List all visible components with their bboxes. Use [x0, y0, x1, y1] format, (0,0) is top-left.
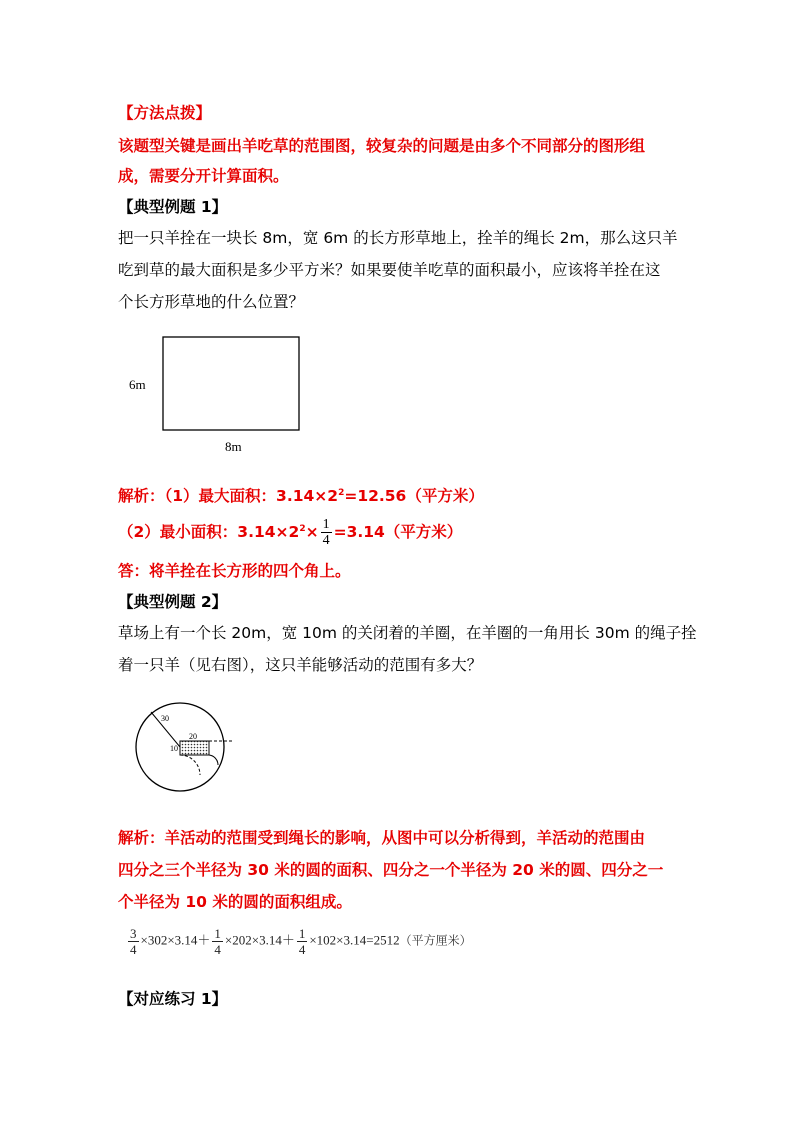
rectangle-diagram — [125, 330, 315, 460]
example1-text-line-1: 把一只羊拴在一块长 8m，宽 6m 的长方形草地上，拴羊的绳长 2m，那么这只羊 — [118, 229, 678, 247]
formula-fraction-2 — [212, 926, 223, 957]
example1-text-line-2: 吃到草的最大面积是多少平方米？如果要使羊吃草的面积最小，应该将羊拴在这 — [118, 261, 661, 279]
formula-part-1: ×302×3.14＋ — [140, 932, 211, 948]
formula-f1-num: 3 — [130, 926, 137, 941]
formula-fraction-3 — [297, 926, 308, 957]
width-label: 6m — [129, 377, 146, 392]
fold-width-label: 10 — [170, 744, 178, 753]
solution-2-times: × — [305, 523, 319, 541]
solution-2-sup: 2 — [299, 523, 306, 534]
fold-length-label: 20 — [189, 732, 197, 741]
method-heading: 【方法点拨】 — [118, 104, 212, 122]
rectangle-figure — [125, 330, 315, 460]
formula-part-3: ×102×3.14=2512 — [309, 932, 400, 948]
method-text-line-1: 该题型关键是画出羊吃草的范围图，较复杂的问题是由多个不同部分的图形组 — [118, 137, 646, 155]
formula-f1-den: 4 — [130, 942, 137, 957]
fraction-numerator: 1 — [322, 517, 330, 532]
example1-answer: 答：将羊拴在长方形的四个角上。 — [118, 562, 351, 580]
solution-2-suffix: =3.14（平方米） — [333, 523, 463, 541]
sheepfold-rect — [180, 741, 209, 755]
radius-label: 30 — [161, 714, 169, 723]
formula-unit: （平方厘米） — [399, 933, 472, 948]
example2-heading: 【典型例题 2】 — [118, 593, 228, 611]
example1-solution-1 — [118, 486, 484, 506]
example2-text-line-1: 草场上有一个长 20m，宽 10m 的关闭着的羊圈，在羊圈的一角用长 30m 的绳子拴 — [118, 624, 697, 642]
quarter-fraction — [321, 517, 332, 548]
formula-part-2: ×202×3.14＋ — [224, 932, 295, 948]
solution-1-prefix: 解析：（1）最大面积：3.14×2 — [118, 487, 339, 505]
formula-f3-num: 1 — [298, 926, 306, 941]
medium-arc — [180, 755, 200, 775]
solution-1-sup: 2 — [338, 487, 345, 498]
example1-solution-2 — [118, 517, 462, 548]
example2-solution-2: 四分之三个半径为 30 米的圆的面积、四分之一个半径为 20 米的圆、四分之一 — [118, 861, 664, 879]
area-formula — [126, 926, 472, 957]
formula-f2-num: 1 — [214, 926, 221, 941]
practice-heading: 【对应练习 1】 — [118, 990, 228, 1008]
grass-rectangle — [163, 337, 299, 430]
example1-heading: 【典型例题 1】 — [118, 198, 228, 216]
sheepfold-diagram — [130, 695, 240, 805]
fraction-denominator: 4 — [322, 533, 330, 548]
example2-solution-3: 个半径为 10 米的圆的面积组成。 — [118, 893, 352, 911]
length-label: 8m — [225, 439, 242, 454]
formula-fraction-1 — [128, 926, 139, 957]
small-arc — [209, 755, 218, 765]
formula-f3-den: 4 — [298, 942, 306, 957]
example2-text-line-2: 着一只羊（见右图），这只羊能够活动的范围有多大？ — [118, 656, 483, 674]
method-text-line-2: 成，需要分开计算面积。 — [118, 167, 289, 185]
sheepfold-figure — [130, 695, 240, 805]
solution-2-prefix: （2）最小面积：3.14×2 — [118, 523, 300, 541]
example1-text-line-3: 个长方形草地的什么位置？ — [118, 293, 305, 311]
formula-f2-den: 4 — [214, 942, 221, 957]
solution-1-suffix: =12.56（平方米） — [344, 487, 484, 505]
example2-solution-1: 解析：羊活动的范围受到绳长的影响，从图中可以分析得到，羊活动的范围由 — [118, 829, 646, 847]
